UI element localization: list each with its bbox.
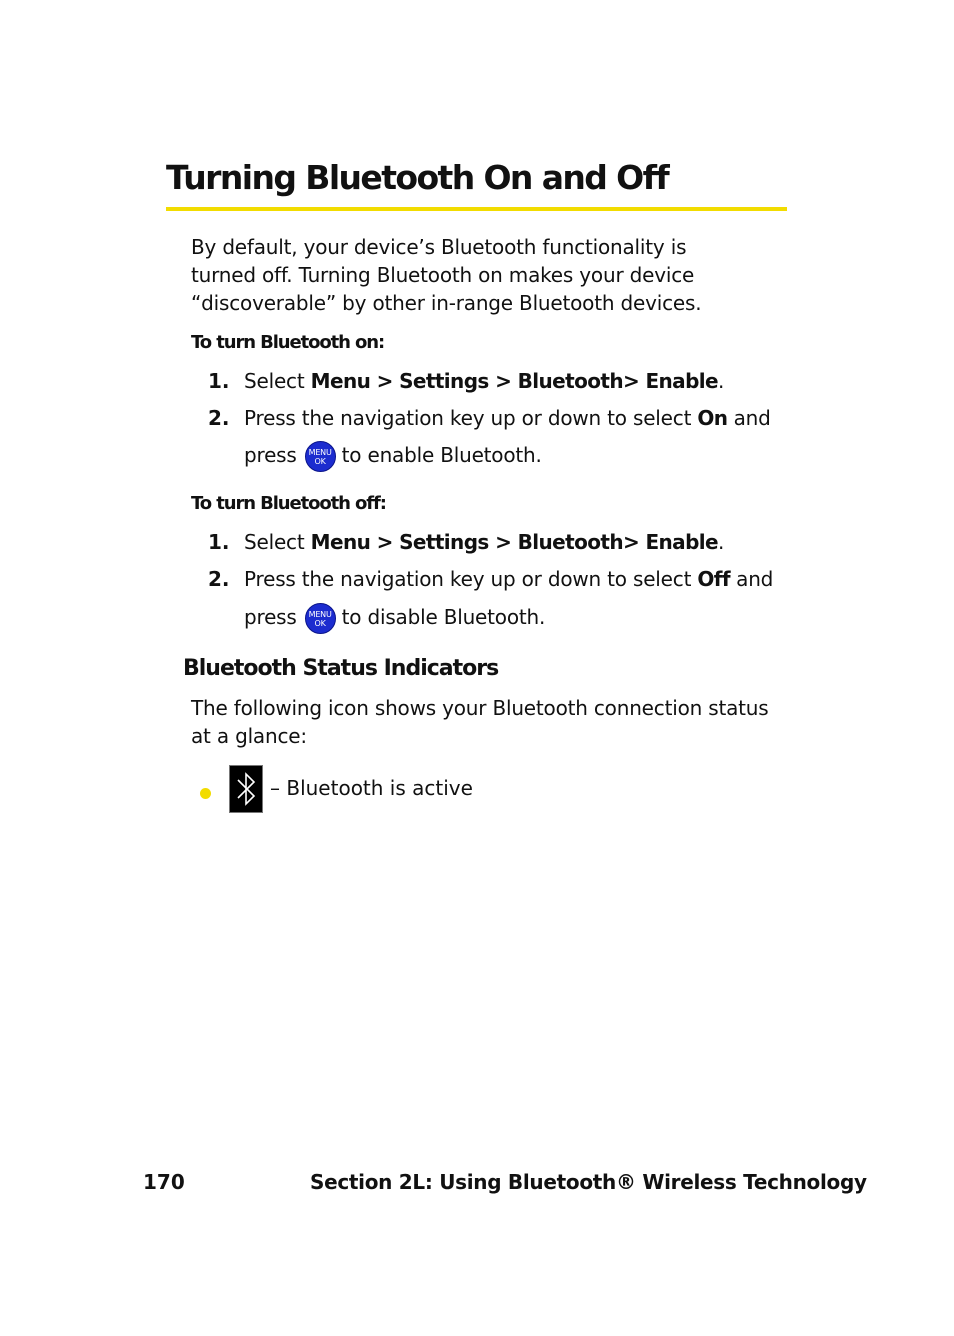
turn-off-step1-number: 1.	[208, 530, 230, 554]
page-title: Turning Bluetooth On and Off	[166, 158, 669, 197]
turn-on-step1-number: 1.	[208, 369, 230, 393]
bullet-icon	[200, 788, 211, 799]
turn-on-step2-cont: press MENU OK to enable Bluetooth.	[244, 441, 542, 472]
turn-off-step2-number: 2.	[208, 567, 230, 591]
menu-ok-key-icon: MENU OK	[305, 603, 336, 634]
section-footer: Section 2L: Using Bluetooth® Wireless Technology	[310, 1170, 867, 1194]
status-indicators-text: The following icon shows your Bluetooth connection status at a glance:	[191, 696, 769, 748]
turn-on-step1: Select Menu > Settings > Bluetooth> Enable.	[244, 369, 725, 393]
intro-paragraph: By default, your device’s Bluetooth functionality is turned off. Turning Bluetooth on makes your device “discoverable” by other in-range Bluetooth devices.	[191, 235, 702, 315]
turn-off-step1: Select Menu > Settings > Bluetooth> Enable.	[244, 530, 725, 554]
bluetooth-active-label: – Bluetooth is active	[270, 776, 473, 800]
turn-off-step2: Press the navigation key up or down to select Off and	[244, 567, 774, 591]
status-indicators-heading: Bluetooth Status Indicators	[183, 656, 499, 681]
bluetooth-icon	[229, 765, 263, 813]
turn-on-step2: Press the navigation key up or down to select On and	[244, 406, 771, 430]
turn-on-step2-number: 2.	[208, 406, 230, 430]
turn-off-heading: To turn Bluetooth off:	[191, 493, 386, 514]
page-number: 170	[143, 1170, 185, 1194]
turn-off-step2-cont: press MENU OK to disable Bluetooth.	[244, 603, 545, 634]
turn-on-heading: To turn Bluetooth on:	[191, 332, 385, 353]
menu-ok-key-icon: MENU OK	[305, 441, 336, 472]
title-underline	[166, 207, 787, 211]
